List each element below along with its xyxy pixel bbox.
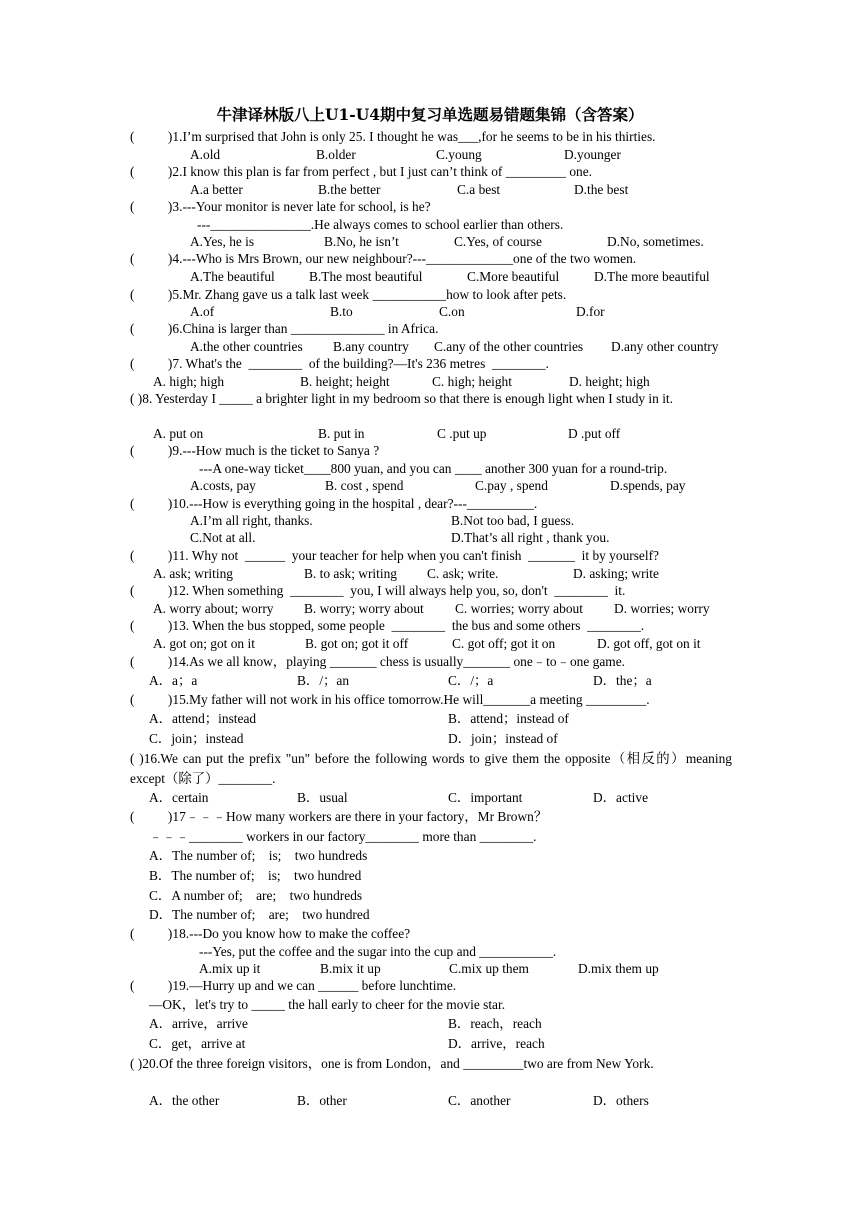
option-d: D.spends, pay — [610, 478, 686, 493]
option-c: C.Not at all. — [190, 530, 256, 545]
question-17-option-a: A．The number of; is; two hundreds — [149, 848, 368, 863]
option-d: D.The more beautiful — [594, 269, 710, 284]
option-d: D .put off — [568, 426, 621, 441]
option-b: B.to — [330, 304, 353, 319]
question-17-reply: ﹣﹣﹣________ workers in our factory________ more than ________. — [149, 829, 537, 844]
question-1-stem: ( )1.I’m surprised that John is only 25. I thought he was___,for he seems to be in his thirties. — [130, 129, 656, 144]
option-d: D.That’s all right , thank you. — [451, 530, 610, 545]
question-8-stem: ( )8. Yesterday I _____ a brighter light in my bedroom so that there is enough light when I study in it. — [130, 391, 673, 406]
option-c: C. got off; got it on — [452, 636, 556, 651]
option-d: D. asking; write — [573, 566, 659, 581]
question-5-stem: ( )5.Mr. Zhang gave us a talk last week ___________how to look after pets. — [130, 287, 567, 302]
option-a: A．the other — [149, 1093, 220, 1108]
option-a: A. worry about; worry — [153, 601, 274, 616]
question-13-stem: ( )13. When the bus stopped, some people ________ the bus and some others ________. — [130, 618, 645, 633]
option-b: B．/；an — [297, 673, 350, 688]
option-a: A．certain — [149, 790, 209, 805]
option-c: C.young — [436, 147, 482, 162]
option-b: B.Not too bad, I guess. — [451, 513, 575, 528]
option-a: A.The beautiful — [190, 269, 275, 284]
question-4-stem: ( )4.---Who is Mrs Brown, our new neighbour?---_____________one of the two women. — [130, 251, 637, 266]
option-d: D.any other country — [611, 339, 719, 354]
question-2-stem: ( )2.I know this plan is far from perfect , but I just can’t think of _________ one. — [130, 164, 593, 179]
option-d: D.the best — [574, 182, 629, 197]
page-title: 牛津译林版八上U1-U4期中复习单选题易错题集锦（含答案） — [216, 105, 644, 124]
option-a: A. ask; writing — [153, 566, 233, 581]
option-a: A.of — [190, 304, 215, 319]
option-c: C.a best — [457, 182, 501, 197]
question-19-reply: —OK，let's try to _____ the hall early to cheer for the movie star. — [149, 997, 506, 1012]
option-a: A．attend；instead — [149, 711, 257, 726]
question-16-stem: ( )16.We can put the prefix "un" before the following words to give them the opposite（相反的）meaning except（除了）________. — [130, 751, 732, 786]
option-c: C.pay , spend — [475, 478, 548, 493]
option-b: B. worry; worry about — [304, 601, 424, 616]
option-d: D.younger — [564, 147, 621, 162]
option-d: D．active — [593, 790, 649, 805]
question-3-reply: ---_______________.He always comes to school earlier than others. — [197, 217, 564, 232]
question-18-stem: ( )18.---Do you know how to make the coffee? — [130, 926, 411, 941]
question-20-options — [0, 1092, 649, 1179]
option-c: C.More beautiful — [467, 269, 560, 284]
option-d: D. worries; worry — [614, 601, 710, 616]
option-b: B．reach，reach — [448, 1016, 542, 1031]
option-c: C．join；instead — [149, 731, 244, 746]
question-15-stem: ( )15.My father will not work in his office tomorrow.He will_______a meeting _________. — [130, 692, 650, 707]
option-d: D. got off, got on it — [597, 636, 701, 651]
question-10-stem: ( )10.---How is everything going in the hospital , dear?---__________. — [130, 496, 538, 511]
option-c: C. worries; worry about — [455, 601, 583, 616]
question-17-option-d: D．The number of; are; two hundred — [149, 907, 370, 922]
option-b: B.The most beautiful — [309, 269, 423, 284]
option-c: C. high; height — [432, 374, 512, 389]
option-d: D.mix them up — [578, 961, 659, 976]
option-a: A. got on; got on it — [153, 636, 255, 651]
option-c: C.on — [439, 304, 465, 319]
option-c: C.any of the other countries — [434, 339, 584, 354]
option-a: A. high; high — [153, 374, 225, 389]
option-b: B.any country — [333, 339, 409, 354]
option-a: A.a better — [190, 182, 243, 197]
option-c: C.mix up them — [449, 961, 529, 976]
option-d: D．arrive，reach — [448, 1036, 545, 1051]
option-c: C. ask; write. — [427, 566, 499, 581]
question-17-stem: ( )17﹣﹣﹣How many workers are there in your factory，Mr Brown？ — [130, 809, 548, 824]
question-12-stem: ( )12. When something ________ you, I will always help you, so, don't ________ it. — [130, 583, 626, 598]
option-b: B.mix it up — [320, 961, 381, 976]
option-b: B. height; height — [300, 374, 390, 389]
question-17-option-b: B．The number of; is; two hundred — [149, 868, 362, 883]
option-d: D.for — [576, 304, 605, 319]
option-c: C．important — [448, 790, 523, 805]
option-a: A.old — [190, 147, 221, 162]
question-9-stem: ( )9.---How much is the ticket to Sanya ? — [130, 443, 380, 458]
option-b: B. put in — [318, 426, 365, 441]
option-b: B. cost , spend — [325, 478, 404, 493]
option-d: D.No, sometimes. — [607, 234, 704, 249]
option-b: B．usual — [297, 790, 348, 805]
option-a: A. put on — [153, 426, 204, 441]
option-b: B.No, he isn’t — [324, 234, 399, 249]
option-b: B．attend；instead of — [448, 711, 569, 726]
question-7-stem: ( )7. What's the ________ of the building?—It's 236 metres ________. — [130, 356, 549, 371]
option-c: C .put up — [437, 426, 487, 441]
option-b: B. to ask; writing — [304, 566, 397, 581]
question-19-stem: ( )19.—Hurry up and we can ______ before lunchtime. — [130, 978, 457, 993]
option-a: A.mix up it — [199, 961, 261, 976]
option-b: B．other — [297, 1093, 347, 1108]
option-c: C．/；a — [448, 673, 494, 688]
question-11-stem: ( )11. Why not ______ your teacher for help when you can't finish _______ it by yourself? — [130, 548, 660, 563]
question-6-stem: ( )6.China is larger than ______________ in Africa. — [130, 321, 439, 336]
option-b: B.the better — [318, 182, 381, 197]
question-3-stem: ( )3.---Your monitor is never late for school, is he? — [130, 199, 431, 214]
question-14-stem: ( )14.As we all know，playing _______ chess is usually_______ one﹣to﹣one game. — [130, 654, 626, 669]
question-17-option-c: C．A number of; are; two hundreds — [149, 888, 363, 903]
option-b: B.older — [316, 147, 356, 162]
option-d: D．the；a — [593, 673, 652, 688]
question-9-reply: ---A one-way ticket____800 yuan, and you can ____ another 300 yuan for a round-trip. — [199, 461, 668, 476]
question-18-reply: ---Yes, put the coffee and the sugar into the cup and ___________. — [199, 944, 557, 959]
option-d: D．join；instead of — [448, 731, 558, 746]
option-a: A．a；a — [149, 673, 198, 688]
option-a: A.costs, pay — [190, 478, 256, 493]
option-a: A.Yes, he is — [190, 234, 255, 249]
option-a: A．arrive，arrive — [149, 1016, 248, 1031]
option-d: D. height; high — [569, 374, 650, 389]
option-c: C.Yes, of course — [454, 234, 542, 249]
option-c: C．another — [448, 1093, 511, 1108]
option-a: A.the other countries — [190, 339, 303, 354]
option-c: C．get，arrive at — [149, 1036, 246, 1051]
option-b: B. got on; got it off — [305, 636, 409, 651]
question-20-stem: ( )20.Of the three foreign visitors，one is from London，and _________two are from New York. — [130, 1056, 654, 1071]
option-a: A.I’m all right, thanks. — [190, 513, 313, 528]
option-d: D．others — [593, 1093, 649, 1108]
